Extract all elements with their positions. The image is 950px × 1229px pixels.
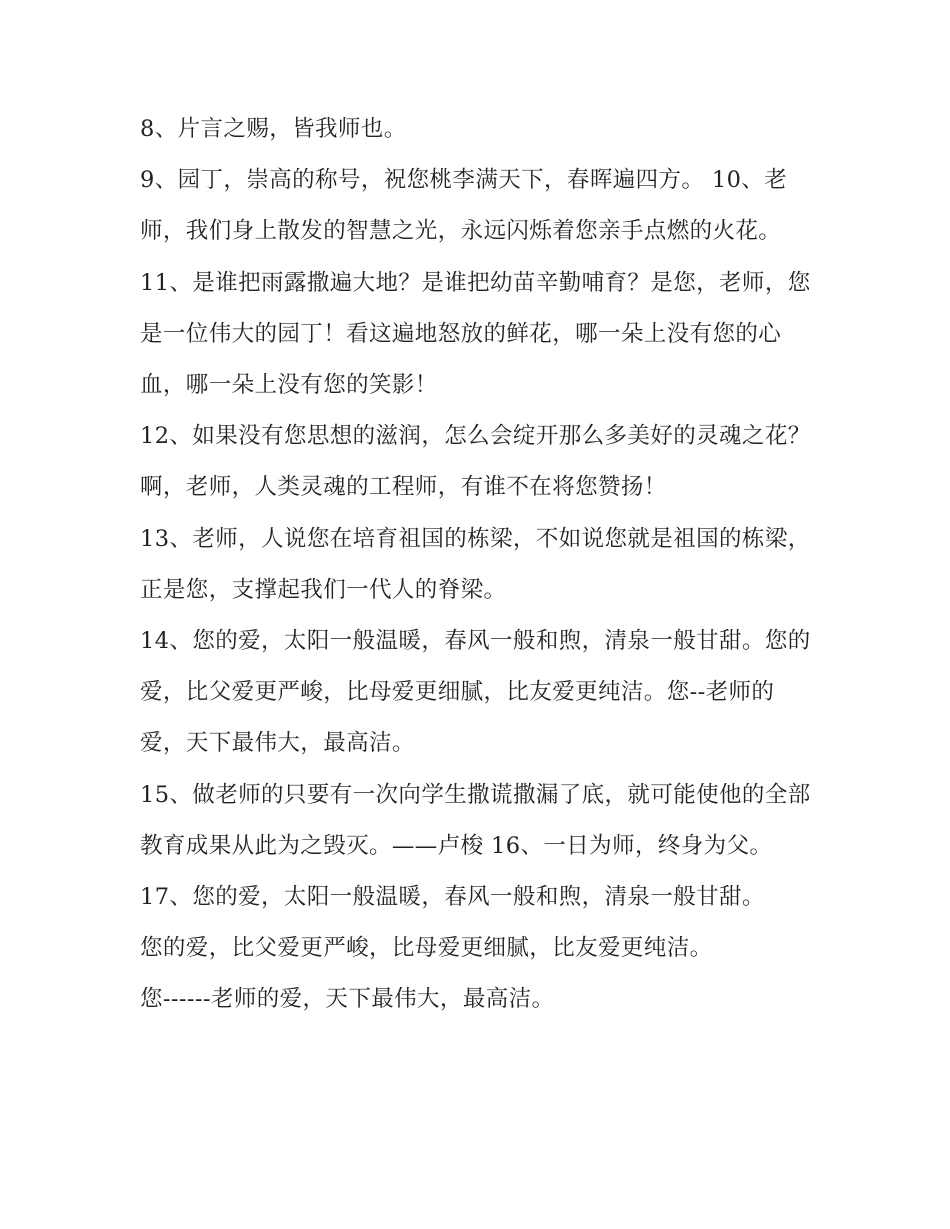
paragraph-13: 13、老师，人说您在培育祖国的栋梁，不如说您就是祖国的栋梁，正是您，支撑起我们一代人的脊梁。	[140, 525, 811, 603]
paragraph-15-16: 15、做老师的只要有一次向学生撒谎撒漏了底，就可能使他的全部教育成果从此为之毁灭。——卢梭 16、一日为师，终身为父。	[140, 781, 811, 859]
paragraph-12: 12、如果没有您思想的滋润，怎么会绽开那么多美好的灵魂之花？啊，老师，人类灵魂的工程师，有谁不在将您赞扬！	[140, 423, 811, 501]
document-body	[140, 104, 820, 1026]
paragraph-17: 17、您的爱，太阳一般温暖，春风一般和煦，清泉一般甘甜。	[140, 884, 765, 911]
paragraph-9-10: 9、园丁，崇高的称号，祝您桃李满天下，春晖遍四方。 10、老师，我们身上散发的智慧之光，永远闪烁着您亲手点燃的火花。	[140, 167, 788, 245]
paragraph-17-continued: 您的爱，比父爱更严峻，比母爱更细腻，比友爱更纯洁。	[140, 935, 713, 962]
paragraph-8: 8、片言之赐，皆我师也。	[140, 116, 407, 142]
paragraph-17-closing: 您------老师的爱，天下最伟大，最高洁。	[140, 986, 555, 1013]
paragraph-14: 14、您的爱，太阳一般温暖，春风一般和煦，清泉一般甘甜。您的爱，比父爱更严峻，比母爱更细腻，比友爱更纯洁。您--老师的爱，天下最伟大，最高洁。	[140, 628, 811, 757]
paragraph-11: 11、是谁把雨露撒遍大地？是谁把幼苗辛勤哺育？是您，老师，您是一位伟大的园丁！看这遍地怒放的鲜花，哪一朵上没有您的心血，哪一朵上没有您的笑影！	[140, 269, 811, 399]
